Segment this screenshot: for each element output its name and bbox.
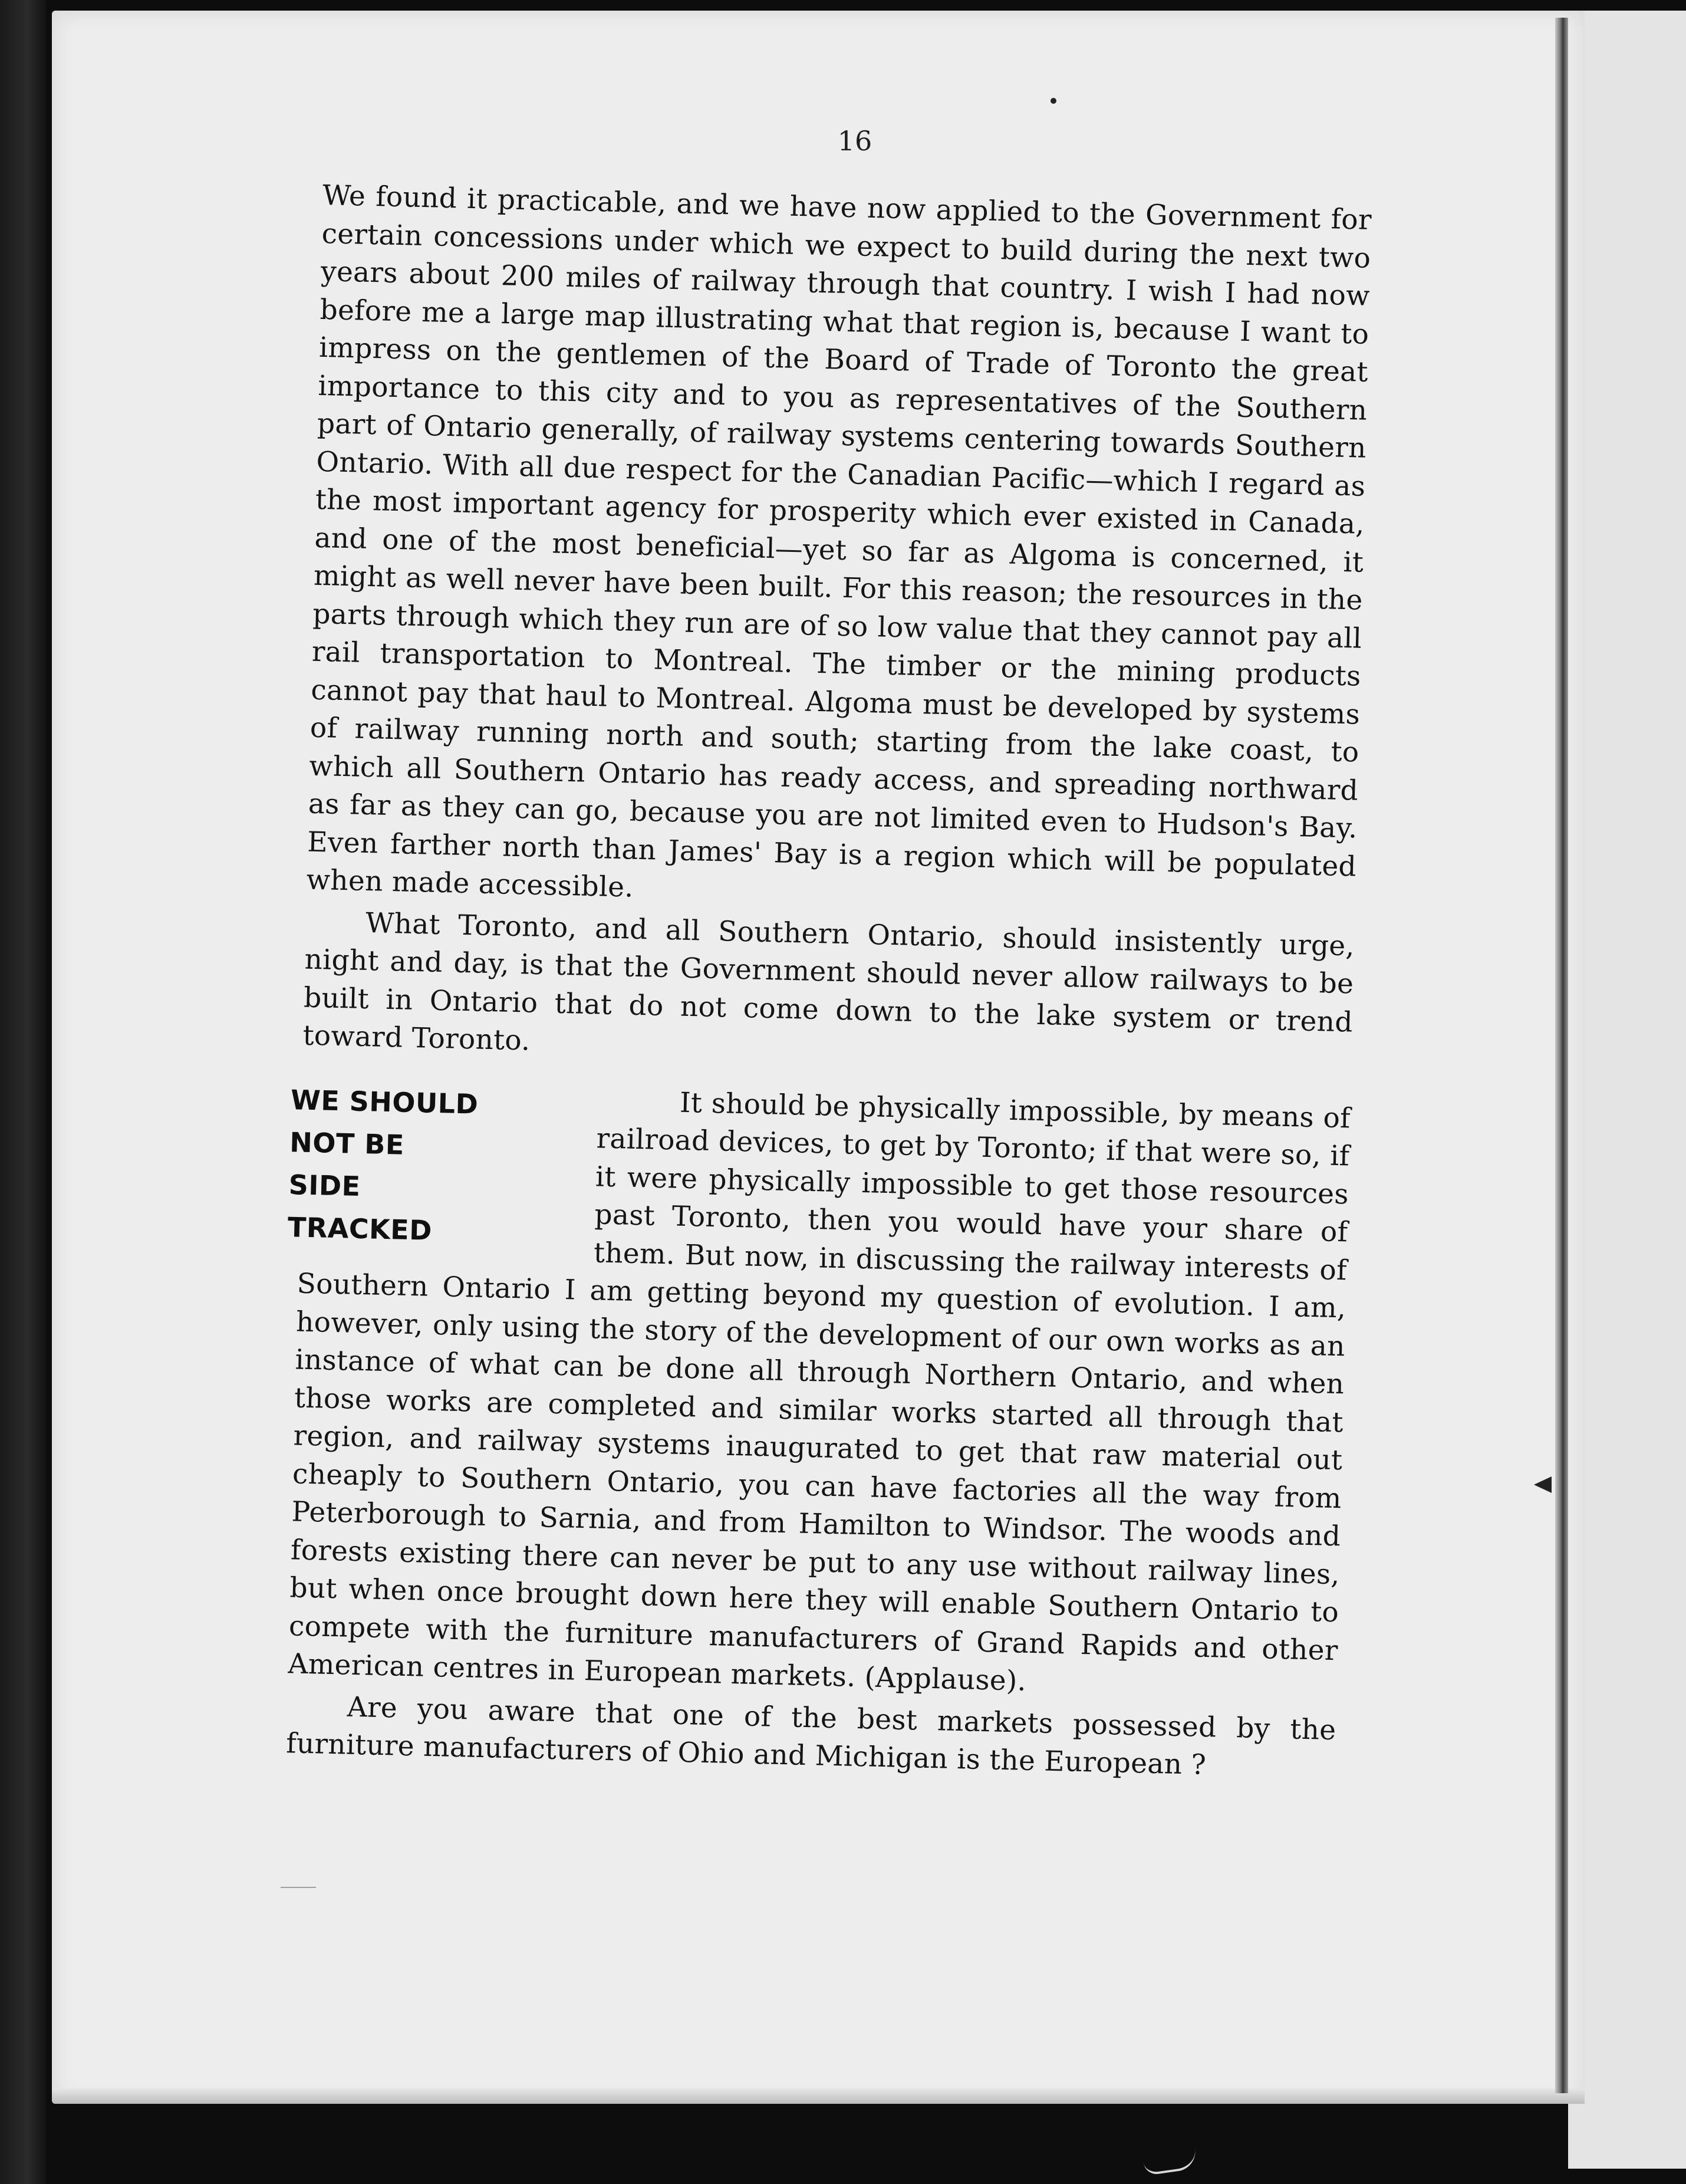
paragraph-2: What Toronto, and all Southern Ontario, should insistently urge, night and day, is that the Government should never allow railways to be built in Ontario that do not come down to the lake system or trend toward Toronto. bbox=[302, 906, 1355, 1057]
scan-artifact bbox=[1142, 2149, 1198, 2176]
page-bottom-edge bbox=[52, 2088, 1585, 2104]
side-tracked-section bbox=[288, 1075, 1351, 1708]
page-number: 16 bbox=[837, 125, 872, 157]
side-heading-line-2: NOT BE bbox=[289, 1126, 405, 1161]
paragraph-4: Are you aware that one of the best markets possessed by the furniture manufacturers of Ohio and Michigan is the European ? bbox=[285, 1690, 1337, 1782]
paragraph-3: It should be physically impossible, by means of railroad devices, to get by Toronto; if that were so, if it were physically impossible to get those resources past Toronto, then you would have your share of them. But now, in discussing the railway interests of Southern Ontario I am getting beyond my question of evolution. I am, however, only using the story of the development of our own works as an instance of what can be done all through Northern Ontario, and when those works are completed and similar works started all through that region, and railway systems inaugurated to get that raw material out cheaply to Southern Ontario, you can have factories all the way from Peterborough to Sarnia, and from Hamilton to Windsor. The woods and forests existing there can never be put to any use without railway lines, but when once brought down here they will enable Southern Ontario to compete with the furniture manufacturers of Grand Rapids and other American centres in European markets. (Applause). bbox=[287, 1086, 1351, 1698]
body-text bbox=[286, 177, 1372, 1788]
scan-border bbox=[0, 0, 46, 2184]
adjacent-page-edge bbox=[1568, 11, 1686, 2169]
gutter-notch-mark bbox=[1534, 1476, 1552, 1493]
footer-rule bbox=[281, 1887, 316, 1888]
paragraph-1: We found it practicable, and we have now applied to the Government for certain concessions under which we expect to build during the next two years about 200 miles of railway through that country. I wish I had now before me a large map illustrating what that region is, because I want to impress on the gentlemen of the Board of Trade of Toronto the great importance to this city and to you as representatives of the Southern part of Ontario generally, of railway systems centering towards Southern Ontario. With all due respect for the Canadian Pacific—which I regard as the most important agency for prosperity which ever existed in Canada, and one of the most beneficial—yet so far as Algoma is concerned, it might as well never have been built. For this reason; the resources in the parts through which they run are of so low value that they cannot pay all rail transportation to Montreal. The timber or the mining products cannot pay that haul to Montreal. Algoma must be developed by systems of railway running north and south; starting from the lake coast, to which all Southern Ontario has ready access, and spreading northward as far as they can go, because you are not limited even to Hudson's Bay. Even farther north than James' Bay is a region which will be populated when made accessible. bbox=[306, 179, 1372, 904]
book-gutter bbox=[1555, 18, 1568, 2093]
side-heading-line-1: WE SHOULD bbox=[290, 1083, 479, 1120]
side-heading-line-3: SIDE bbox=[288, 1168, 361, 1202]
side-heading-line-4: TRACKED bbox=[287, 1211, 433, 1246]
side-heading bbox=[287, 1078, 586, 1255]
ink-speck bbox=[1051, 98, 1056, 104]
